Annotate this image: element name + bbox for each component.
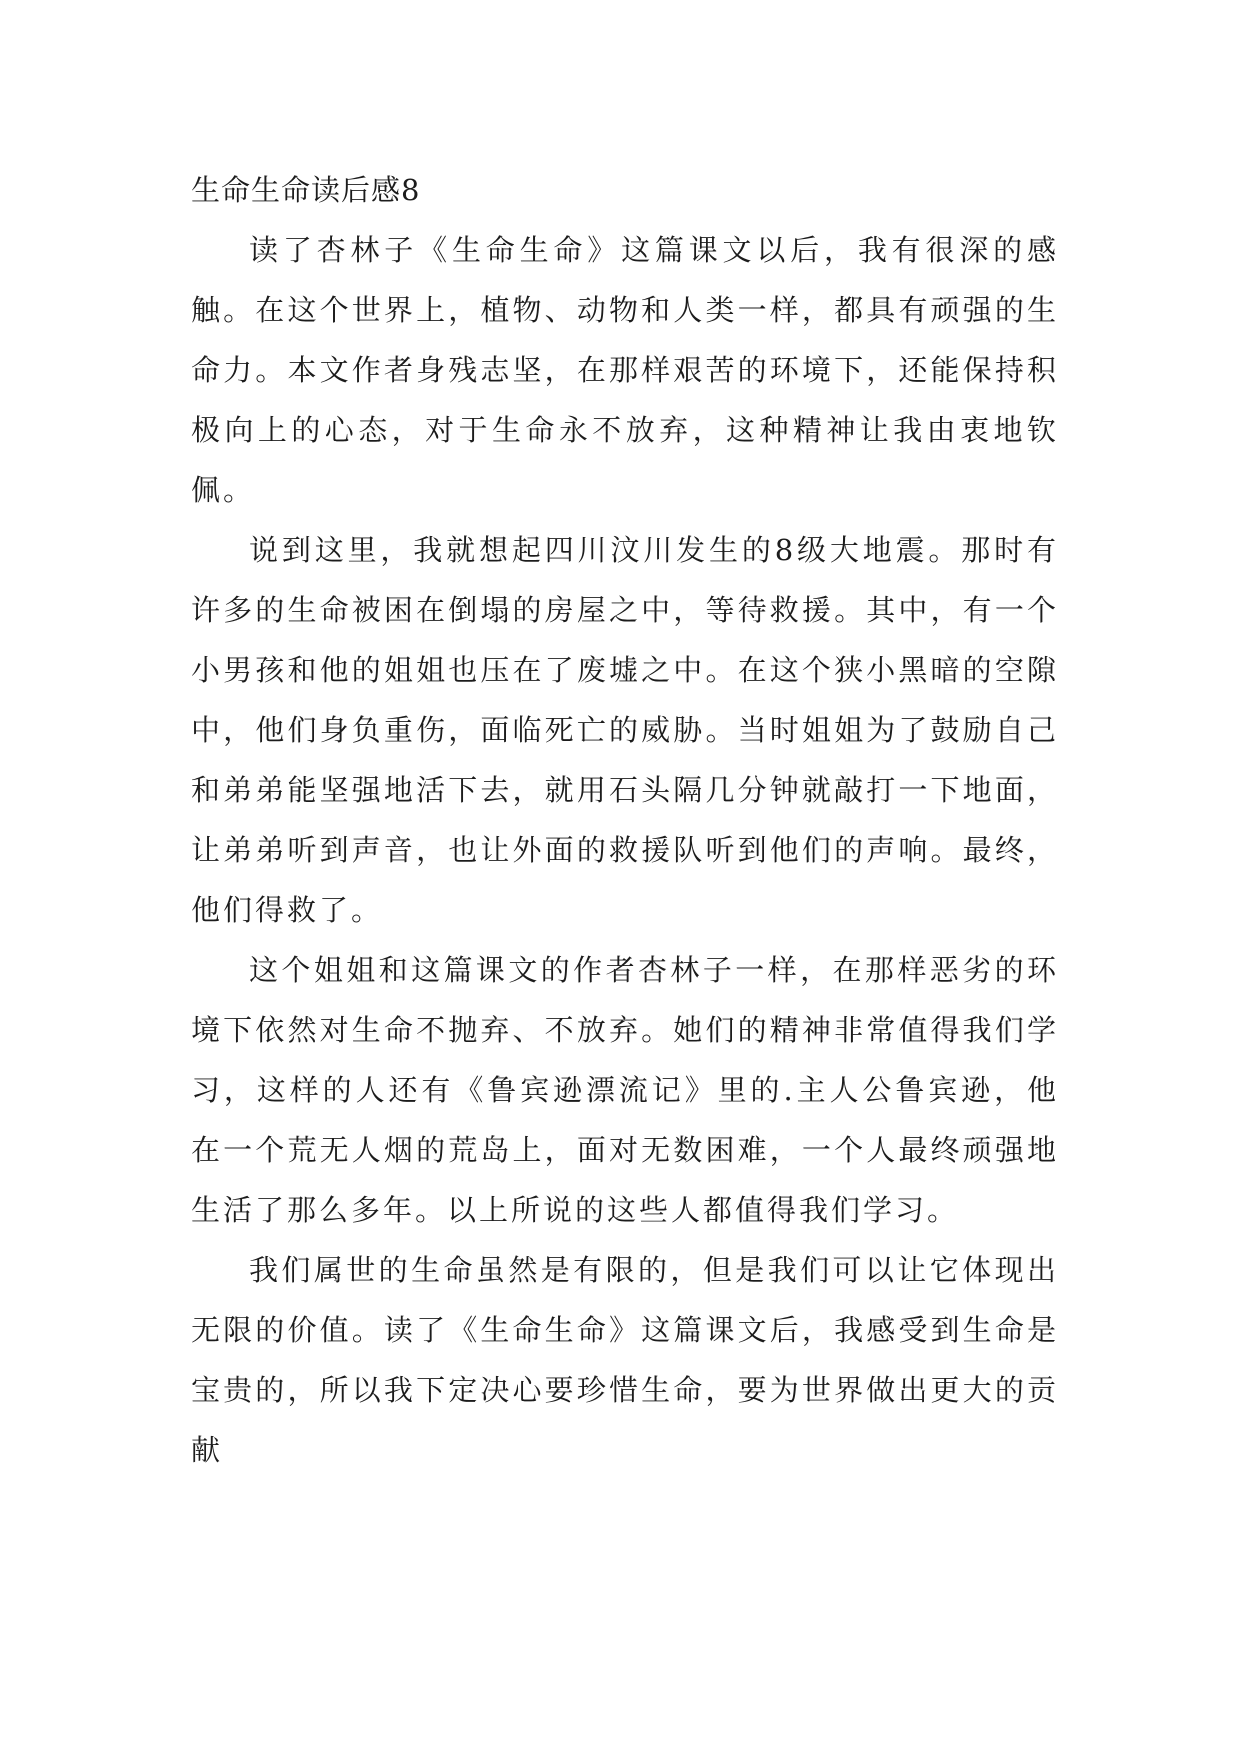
paragraph-2: 说到这里，我就想起四川汶川发生的8级大地震。那时有许多的生命被困在倒塌的房屋之中，等待救援。其中，有一个小男孩和他的姐姐也压在了废墟之中。在这个狭小黑暗的空隙中，他们身负重伤，面临死亡的威胁。当时姐姐为了鼓励自己和弟弟能坚强地活下去，就用石头隔几分钟就敲打一下地面，让弟弟听到声音，也让外面的救援队听到他们的声响。最终，他们得救了。: [191, 533, 1059, 927]
paragraph-4: 我们属世的生命虽然是有限的，但是我们可以让它体现出无限的价值。读了《生命生命》这篇课文后，我感受到生命是宝贵的，所以我下定决心要珍惜生命，要为世界做出更大的贡献: [191, 1253, 1059, 1467]
paragraph-1: 读了杏林子《生命生命》这篇课文以后，我有很深的感触。在这个世界上，植物、动物和人类一样，都具有顽强的生命力。本文作者身残志坚，在那样艰苦的环境下，还能保持积极向上的心态，对于生命永不放弃，这种精神让我由衷地钦佩。: [191, 233, 1059, 507]
document-body: [191, 160, 1059, 1480]
paragraph-3: 这个姐姐和这篇课文的作者杏林子一样，在那样恶劣的环境下依然对生命不抛弃、不放弃。她们的精神非常值得我们学习，这样的人还有《鲁宾逊漂流记》里的.主人公鲁宾逊，他在一个荒无人烟的荒岛上，面对无数困难，一个人最终顽强地生活了那么多年。以上所说的这些人都值得我们学习。: [191, 953, 1059, 1227]
document-title: 生命生命读后感8: [191, 173, 421, 207]
